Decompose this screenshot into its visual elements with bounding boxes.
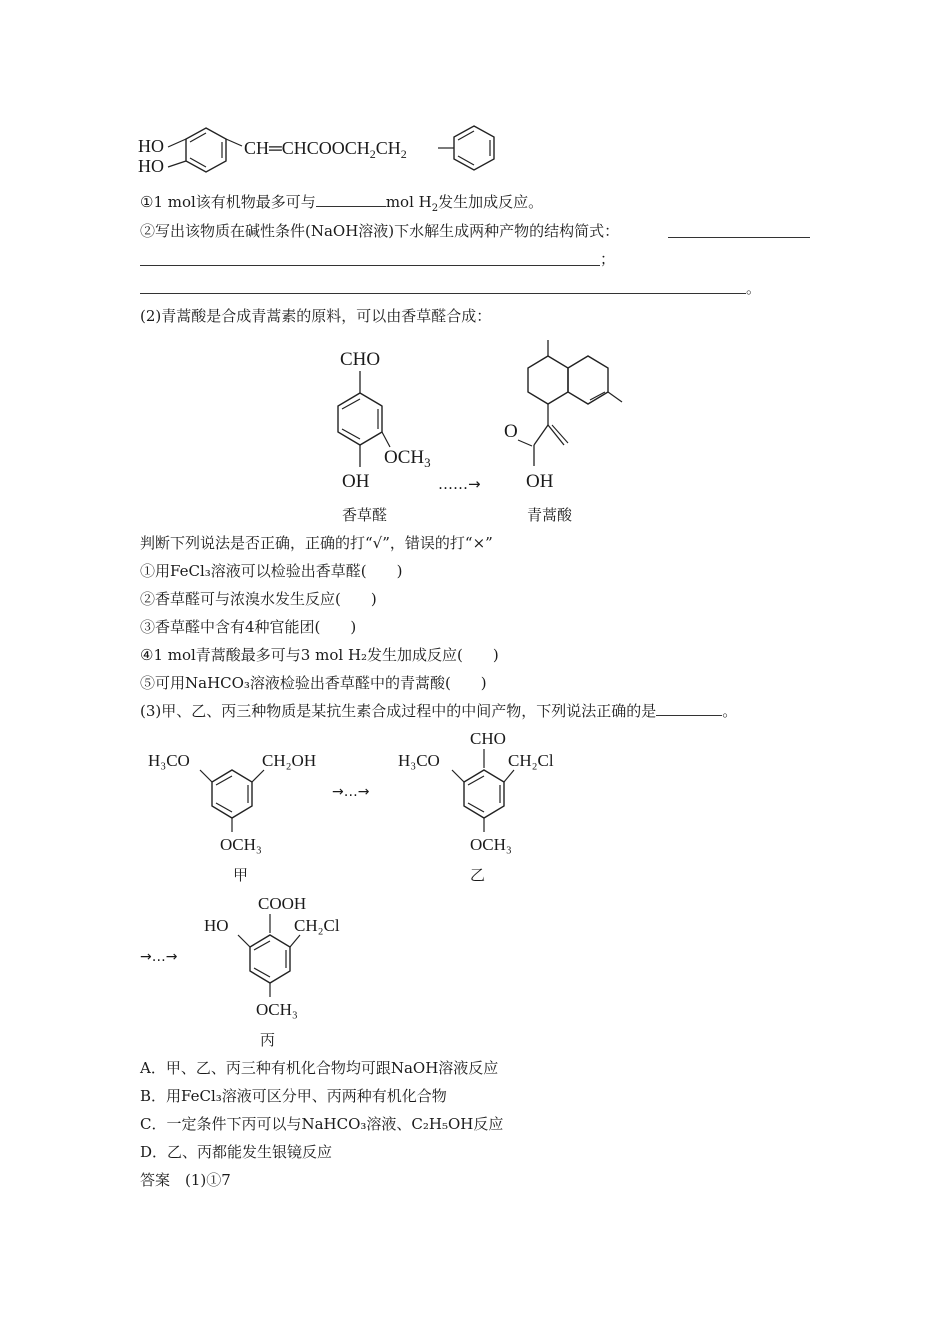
cooh-label: COOH — [258, 894, 307, 913]
semicolon: ； — [600, 250, 616, 268]
answer-line-3[interactable] — [140, 293, 746, 294]
o-label: O — [504, 421, 518, 442]
judge-item-2: ②香草醛可与浓溴水发生反应( ) — [140, 590, 377, 608]
answer-line-1[interactable] — [668, 237, 810, 238]
synthesis-arrow: ……→ — [438, 475, 481, 493]
option-a: A．甲、乙、丙三种有机化合物均可跟NaOH溶液反应 — [140, 1059, 499, 1077]
option-b: B．用FeCl₃溶液可区分甲、丙两种有机化合物 — [140, 1087, 447, 1105]
ch2cl-label-bing: CH₂Cl — [294, 916, 340, 935]
och3-label-yi: OCH₃ — [470, 835, 512, 854]
judge-item-4: ④1 mol青蒿酸最多可与3 mol H₂发生加成反应( ) — [140, 646, 499, 664]
answer-line-2[interactable] — [140, 265, 600, 266]
benzene-ring-2 — [454, 126, 494, 170]
och3-label: $OCH_3$ — [384, 447, 431, 470]
answer-label: 答案 — [140, 1171, 171, 1189]
label-yi: 乙 — [470, 866, 486, 884]
judge-instruction: 判断下列说法是否正确，正确的打“√”，错误的打“×” — [140, 534, 493, 552]
ho-label-2: HO — [138, 156, 164, 176]
q1-part2: ②写出该物质在碱性条件(NaOH溶液)下水解生成两种产物的结构简式： — [140, 222, 620, 240]
q1-chain: $CH═CHCOOCH_2CH_2$ — [244, 138, 407, 161]
answer-text: (1)①7 — [185, 1171, 231, 1189]
label-artemisinic-acid: 青蒿酸 — [527, 506, 573, 524]
period: 。 — [746, 279, 762, 297]
judge-item-5: ⑤可用NaHCO₃溶液检验出香草醛中的青蒿酸( ) — [140, 674, 487, 692]
och3-label-bing: OCH₃ — [256, 1000, 298, 1019]
label-bing: 丙 — [260, 1031, 276, 1049]
q3-intro: (3)甲、乙、丙三种物质是某抗生素合成过程中的中间产物，下列说法正确的是 。 — [140, 702, 738, 720]
compound-jia — [148, 750, 348, 860]
benzene-ring-1 — [186, 128, 226, 172]
answer-blank-1[interactable] — [316, 192, 386, 207]
option-d: D．乙、丙都能发生银镜反应 — [140, 1143, 333, 1161]
ho-label-1: HO — [138, 136, 164, 156]
ch2oh-label: CH₂OH — [262, 751, 317, 770]
arrow-2: →…→ — [140, 949, 178, 965]
label-jia: 甲 — [233, 866, 249, 884]
judge-item-3: ③香草醛中含有4种官能团( ) — [140, 618, 357, 636]
ch2cl-label-yi: CH₂Cl — [508, 751, 554, 770]
h3co-label-yi: H₃CO — [398, 751, 440, 770]
q1-part1: ①1 mol该有机物最多可与 mol $H_2$发生加成反应。 — [140, 193, 544, 214]
judge-item-1: ①用FeCl₃溶液可以检验出香草醛( ) — [140, 562, 403, 580]
ho-label-bing: HO — [204, 916, 229, 935]
arrow-1: →…→ — [332, 784, 370, 800]
option-c: C．一定条件下丙可以与NaHCO₃溶液、C₂H₅OH反应 — [140, 1115, 504, 1133]
oh-label: OH — [342, 471, 370, 492]
q2-intro: (2)青蒿酸是合成青蒿素的原料，可以由香草醛合成： — [140, 307, 492, 325]
vanillin-structure — [320, 345, 460, 495]
compound-bing — [204, 893, 404, 1023]
label-vanillin: 香草醛 — [342, 506, 388, 524]
cho-label-yi: CHO — [470, 729, 506, 748]
artemisinic-acid-structure — [498, 330, 638, 490]
answer-blank-q3[interactable] — [656, 701, 722, 716]
h3co-label: H₃CO — [148, 751, 190, 770]
oh-label-2: OH — [526, 471, 554, 492]
compound-yi — [398, 728, 598, 858]
och3-label-jia: OCH₃ — [220, 835, 262, 854]
q1-structure — [138, 118, 518, 188]
cho-label: CHO — [340, 349, 381, 370]
answer-section — [140, 1170, 231, 1190]
